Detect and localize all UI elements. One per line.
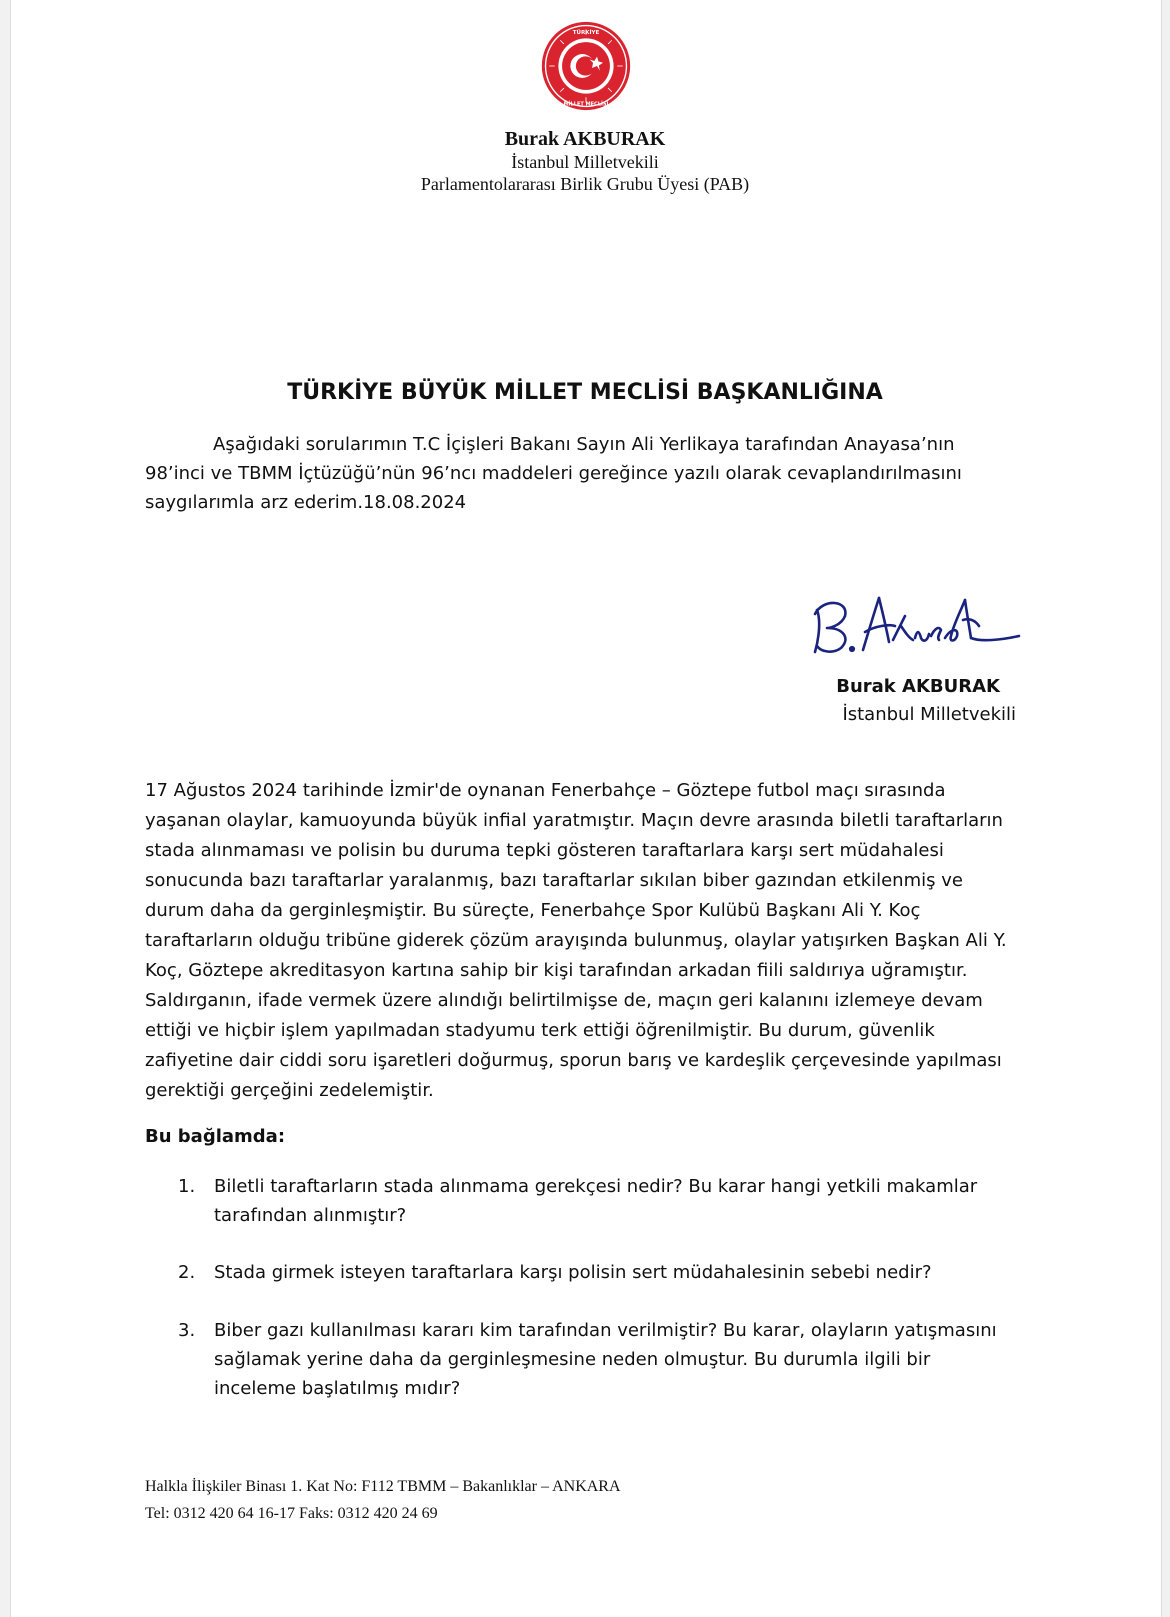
- addressee-title: TÜRKİYE BÜYÜK MİLLET MECLİSİ BAŞKANLIĞINA: [287, 380, 883, 405]
- context-heading: Bu bağlamda:: [145, 1126, 286, 1147]
- question-text: Stada girmek isteyen taraftarlara karşı polisin sert müdahalesinin sebebi nedir?: [214, 1262, 932, 1283]
- question-item: [178, 1258, 1018, 1287]
- question-number: 1.: [178, 1176, 196, 1197]
- body-paragraph: 17 Ağustos 2024 tarihinde İzmir'de oynanan Fenerbahçe – Göztepe futbol maçı sırasında yaşanan olaylar, kamuoyunda büyük infial yaratmıştır. Maçın devre arasında biletli taraftarların stada alınmaması ve polisin bu duruma tepki gösteren taraftarlara karşı sert müdahalesi sonucunda bazı taraftarlar yaralanmış, bazı taraftarlar sıkılan biber gazından etkilenmiş ve durum daha da gerginleşmiştir. Bu süreçte, Fenerbahçe Spor Kulübü Başkanı Ali Y. Koç taraftarların olduğu tribüne giderek çözüm arayışında bulunmuş, olaylar yatışırken Başkan Ali Y. Koç, Göztepe akreditasyon kartına sahip bir kişi tarafından arkadan fiili saldırıya uğramıştır. Saldırganın, ifade vermek üzere alındığı belirtilmişse de, maçın geri kalanını izlemeye devam ettiği ve hiçbir işlem yapılmadan stadyumu terk ettiği öğrenilmiştir. Bu durum, güvenlik zafiyetine dair ciddi soru işaretleri doğurmuş, sporun barış ve kardeşlik çerçevesinde yapılması gerektiği gerçeğini zedelemiştir.: [145, 780, 1007, 1101]
- handwritten-signature: [805, 580, 1025, 660]
- question-number: 3.: [178, 1320, 196, 1341]
- question-text: Biber gazı kullanılması kararı kim tarafından verilmiştir? Bu karar, olayların yatışmasını sağlamak yerine daha da gerginleşmesine neden olmuştur. Bu durumla ilgili bir inceleme başlatılmış mıdır?: [214, 1320, 997, 1399]
- tbmm-seal-logo: [540, 20, 632, 112]
- intro-paragraph: [145, 430, 1025, 517]
- footer-address: Halkla İlişkiler Binası 1. Kat No: F112 TBMM – Bakanlıklar – ANKARA: [145, 1478, 621, 1495]
- question-item: [178, 1172, 1018, 1230]
- signature-name: Burak AKBURAK: [836, 676, 1000, 697]
- footer-contact: Tel: 0312 420 64 16-17 Faks: 0312 420 24 69: [145, 1505, 438, 1522]
- header-group: Parlamentolararası Birlik Grubu Üyesi (PAB): [420, 174, 750, 194]
- question-text: Biletli taraftarların stada alınmama gerekçesi nedir? Bu karar hangi yetkili makamlar tarafından alınmıştır?: [214, 1176, 978, 1226]
- question-item: [178, 1316, 1018, 1403]
- svg-text:TÜRKİYE: TÜRKİYE: [572, 29, 600, 36]
- header-name: Burak AKBURAK: [504, 128, 666, 150]
- svg-text:MİLLET MECLİSİ: MİLLET MECLİSİ: [563, 101, 609, 108]
- intro-line-1: Aşağıdaki sorularımın T.C İçişleri Bakanı Sayın Ali Yerlikaya tarafından Anayasa’nın: [213, 434, 955, 455]
- question-number: 2.: [178, 1262, 196, 1283]
- intro-rest: 98’inci ve TBMM İçtüzüğü’nün 96’ncı maddeleri gereğince yazılı olarak cevaplandırılmasını saygılarımla arz ederim.18.08.2024: [145, 463, 962, 513]
- header-role: İstanbul Milletvekili: [511, 152, 659, 172]
- signature-role: İstanbul Milletvekili: [842, 704, 1016, 725]
